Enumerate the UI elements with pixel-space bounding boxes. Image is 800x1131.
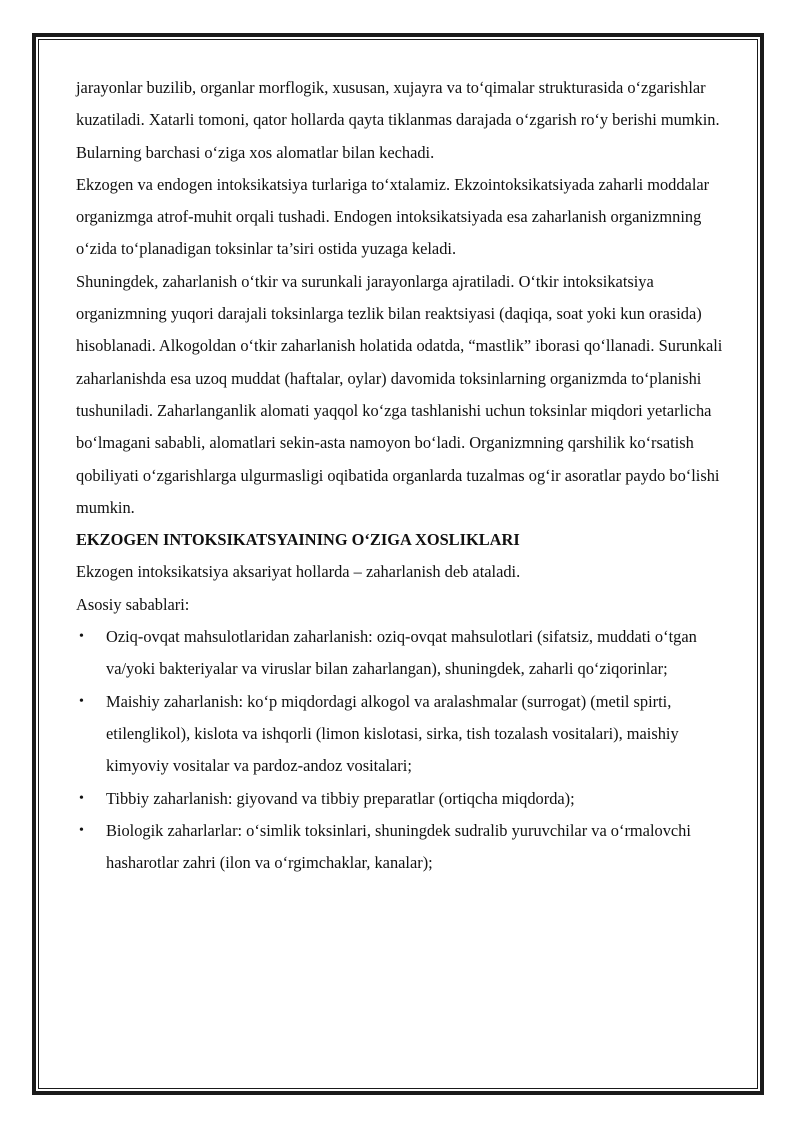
section-heading: EKZOGEN INTOKSIKATSYAINING O‘ZIGA XOSLIKLARI [76,530,520,550]
list-item-text: Tibbiy zaharlanish: giyovand va tibbiy preparatlar (ortiqcha miqdorda); [106,788,575,808]
bullet-icon: • [79,790,84,806]
causes-list [76,621,726,879]
list-item [76,815,726,880]
bullet-icon: • [79,629,84,645]
bullet-icon: • [79,822,84,838]
section-intro: Ekzogen intoksikatsiya aksariyat hollarda – zaharlanish deb ataladi. [76,562,521,582]
list-item-text: Biologik zaharlarlar: o‘simlik toksinlari, shuningdek sudralib yuruvchilar va o‘rmalovchi hasharotlar zahri (ilon va o‘rgimchaklar, kanalar); [106,820,691,873]
list-item-text: Maishiy zaharlanish: ko‘p miqdordagi alkogol va aralashmalar (surrogat) (metil spirti, etilenglikol), kislota va ishqorli (limon kislotasi, sirka, tish tozalash vositalari), maishiy kimyoviy vositalar va pardoz-andoz vositalari; [106,691,679,776]
list-item [76,783,726,815]
list-item [76,621,726,686]
document-body [76,72,726,879]
bullet-icon: • [79,693,84,709]
paragraph-intoxication-types: Ekzogen va endogen intoksikatsiya turlariga to‘xtalamiz. Ekzointoksikatsiyada zaharli moddalar organizmga atrof-muhit orqali tushadi. Endogen intoksikatsiyada esa zaharlanish organizmning o‘zida to‘planadigan toksinlar ta’siri ostida yuzaga keladi. [76,174,710,259]
list-item-text: Oziq-ovqat mahsulotlaridan zaharlanish: oziq-ovqat mahsulotlari (sifatsiz, muddati o‘tgan va/yoki bakteriyalar va viruslar bilan zaharlangan), shuningdek, zaharli qo‘ziqorinlar; [106,627,697,679]
paragraph-acute-chronic: Shuningdek, zaharlanish o‘tkir va surunkali jarayonlarga ajratiladi. O‘tkir intoksikatsiya organizmning yuqori darajali toksinlarga tezlik bilan reaktsiyasi (daqiqa, soat yoki kun orasida) hisoblanadi. Alkogoldan o‘tkir zaharlanish holatida odatda, “mastlik” iborasi qo‘llanadi. Surunkali zaharlanishda esa uzoq muddat (haftalar, oylar) davomida toksinlarning organizmda to‘planishi tushuniladi. Zaharlanganlik alomati yaqqol ko‘zga tashlanishi uchun toksinlar miqdori yetarlicha bo‘lmagani sababli, alomatlari sekin-asta namoyon bo‘ladi. Organizmning qarshilik ko‘rsatish qobiliyati o‘zgarishlarga ulgurmasligi oqibatida organlarda tuzalmas og‘ir asoratlar paydo bo‘lishi mumkin. [76,271,723,517]
paragraph-morphology: jarayonlar buzilib, organlar morflogik, xususan, xujayra va to‘qimalar strukturasida o‘zgarishlar kuzatiladi. Xatarli tomoni, qator hollarda qayta tiklanmas darajada o‘zgarish ro‘y berishi mumkin. Bularning barchasi o‘ziga xos alomatlar bilan kechadi. [76,78,720,162]
causes-label: Asosiy sabablari: [76,594,190,614]
list-item [76,686,726,783]
